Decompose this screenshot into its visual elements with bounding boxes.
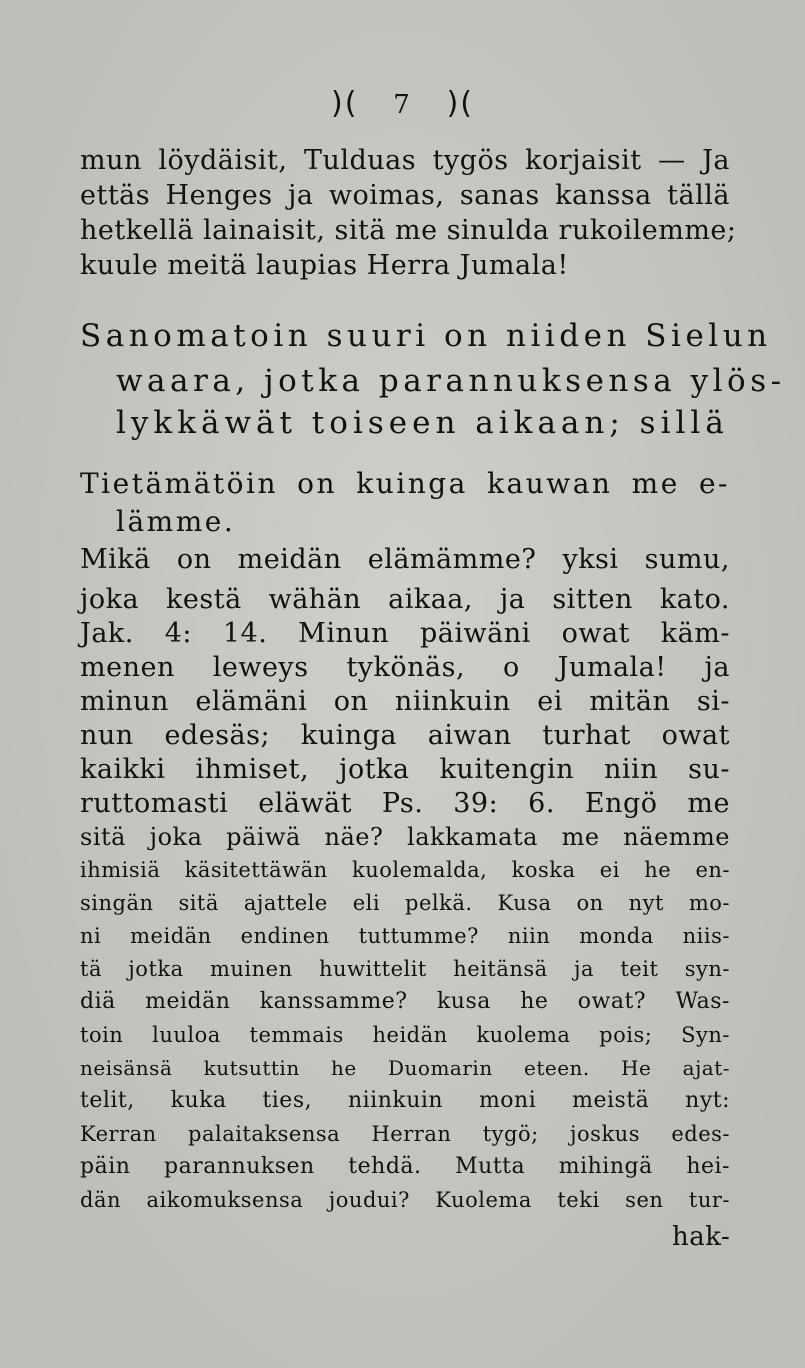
body-line: Kerran palaitaksensa Herran tygö; joskus edes-	[80, 1122, 730, 1146]
body-line: ni meidän endinen tuttumme? niin monda niis-	[80, 924, 730, 948]
body-line: toin luuloa temmais heidän kuolema pois; Syn-	[80, 1023, 730, 1047]
body-line: diä meidän kanssamme? kusa he owat? Was-	[80, 989, 730, 1014]
section-heading-line: lykkäwät toiseen aikaan; sillä	[116, 405, 729, 441]
subheading-line: lämme.	[116, 505, 236, 538]
body-line: joka kestä wähän aikaa, ja sitten kato.	[80, 584, 730, 615]
catchword: hak-	[672, 1222, 731, 1252]
page-number: 7	[393, 90, 412, 120]
body-line: neisänsä kutsuttin he Duomarin eteen. He ajat-	[80, 1056, 730, 1080]
body-line: ruttomasti eläwät Ps. 39: 6. Engö me	[80, 788, 730, 819]
ornament-left: )(	[330, 86, 359, 121]
body-line: nun edesäs; kuinga aiwan turhat owat	[80, 720, 730, 751]
body-line: menen leweys tykönäs, o Jumala! ja	[80, 652, 730, 683]
prayer-line: ettäs Henges ja woimas, sanas kanssa tällä	[80, 180, 730, 211]
body-line: kaikki ihmiset, jotka kuitengin niin su-	[80, 754, 730, 785]
section-heading-line: waara, jotka parannuksensa ylös-	[116, 363, 786, 399]
prayer-line: hetkellä lainaisit, sitä me sinulda rukoilemme;	[80, 215, 737, 246]
ornament-right: )(	[446, 86, 474, 121]
section-heading-line: Sanomatoin suuri on niiden Sielun	[80, 318, 772, 354]
body-line: Mikä on meidän elämämme? yksi sumu,	[80, 544, 730, 575]
subheading-line: Tietämätöin on kuinga kauwan me e-	[80, 467, 730, 500]
body-line: minun elämäni on niinkuin ei mitän si-	[80, 686, 730, 717]
prayer-line: kuule meitä laupias Herra Jumala!	[80, 250, 569, 281]
body-line: telit, kuka ties, niinkuin moni meistä nyt:	[80, 1088, 730, 1113]
body-line: päin parannuksen tehdä. Mutta mihingä hei-	[80, 1154, 730, 1179]
body-line: singän sitä ajattele eli pelkä. Kusa on nyt mo-	[80, 891, 730, 915]
page-header	[0, 78, 805, 126]
body-line: Jak. 4: 14. Minun päiwäni owat käm-	[80, 618, 730, 649]
body-line: ihmisiä käsitettäwän kuolemalda, koska ei he en-	[80, 858, 730, 882]
prayer-line: mun löydäisit, Tulduas tygös korjaisit — Ja	[80, 145, 730, 176]
body-line: dän aikomuksensa joudui? Kuolema teki sen tur-	[80, 1188, 730, 1212]
body-line: tä jotka muinen huwittelit heitänsä ja teit syn-	[80, 957, 730, 981]
body-line: sitä joka päiwä näe? lakkamata me näemme	[80, 823, 730, 851]
